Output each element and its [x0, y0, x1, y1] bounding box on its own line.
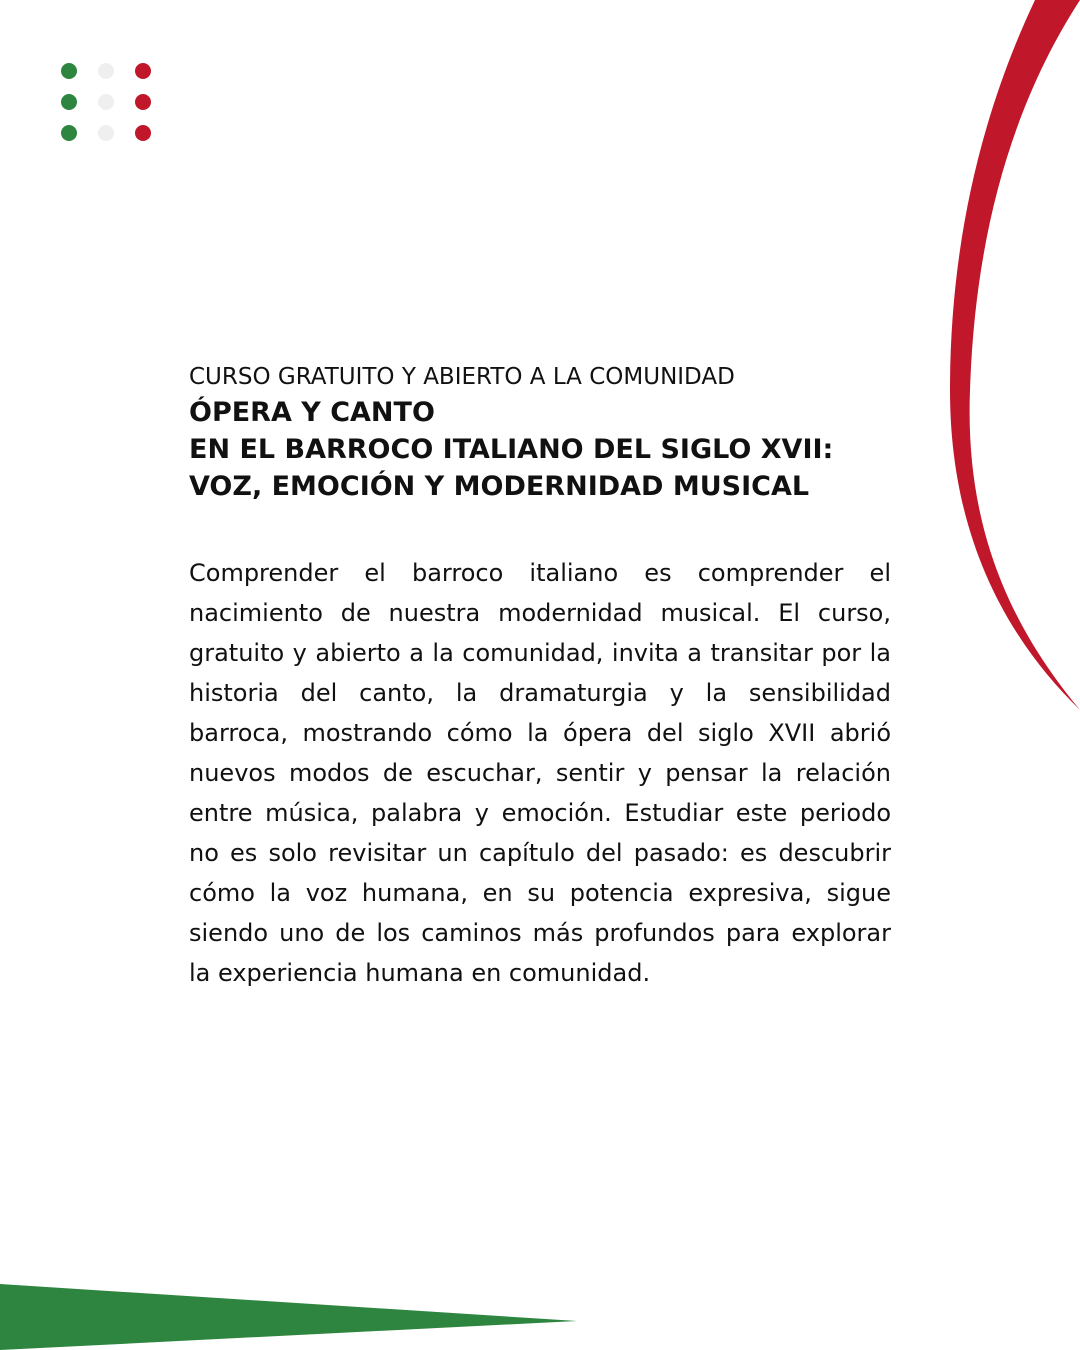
red-arc-shape	[950, 0, 1080, 710]
course-description: Comprender el barroco italiano es comprender el nacimiento de nuestra modernidad musical. El curso, gratuito y abierto a la comunidad, invita a transitar por la historia del canto, la dramaturgia y la sensibilidad barroca, mostrando cómo la ópera del siglo XVII abrió nuevos modos de escuchar, sentir y pensar la relación entre música, palabra y emoción. Estudiar este periodo no es solo revisitar un capítulo del pasado: es descubrir cómo la voz humana, en su potencia expresiva, sigue siendo uno de los caminos más profundos para explorar la experiencia humana en comunidad.	[189, 559, 891, 987]
course-description-panel	[189, 360, 891, 993]
green-dot	[61, 63, 77, 79]
title-line-3: VOZ, EMOCIÓN Y MODERNIDAD MUSICAL	[189, 471, 810, 502]
green-dot	[61, 94, 77, 110]
red-dot	[135, 63, 151, 79]
white-dot	[98, 125, 114, 141]
green-wedge-decoration	[0, 1280, 590, 1350]
green-dot	[61, 125, 77, 141]
course-kicker: CURSO GRATUITO Y ABIERTO A LA COMUNIDAD	[189, 364, 735, 390]
white-dot	[98, 63, 114, 79]
course-title	[189, 394, 891, 505]
title-line-2: EN EL BARROCO ITALIANO DEL SIGLO XVII:	[189, 434, 834, 465]
decorative-dot-grid	[60, 61, 155, 143]
white-dot	[98, 94, 114, 110]
green-wedge-shape	[0, 1284, 577, 1350]
title-line-1: ÓPERA Y CANTO	[189, 397, 435, 428]
red-dot	[135, 125, 151, 141]
red-dot	[135, 94, 151, 110]
red-arc-decoration	[940, 0, 1080, 710]
